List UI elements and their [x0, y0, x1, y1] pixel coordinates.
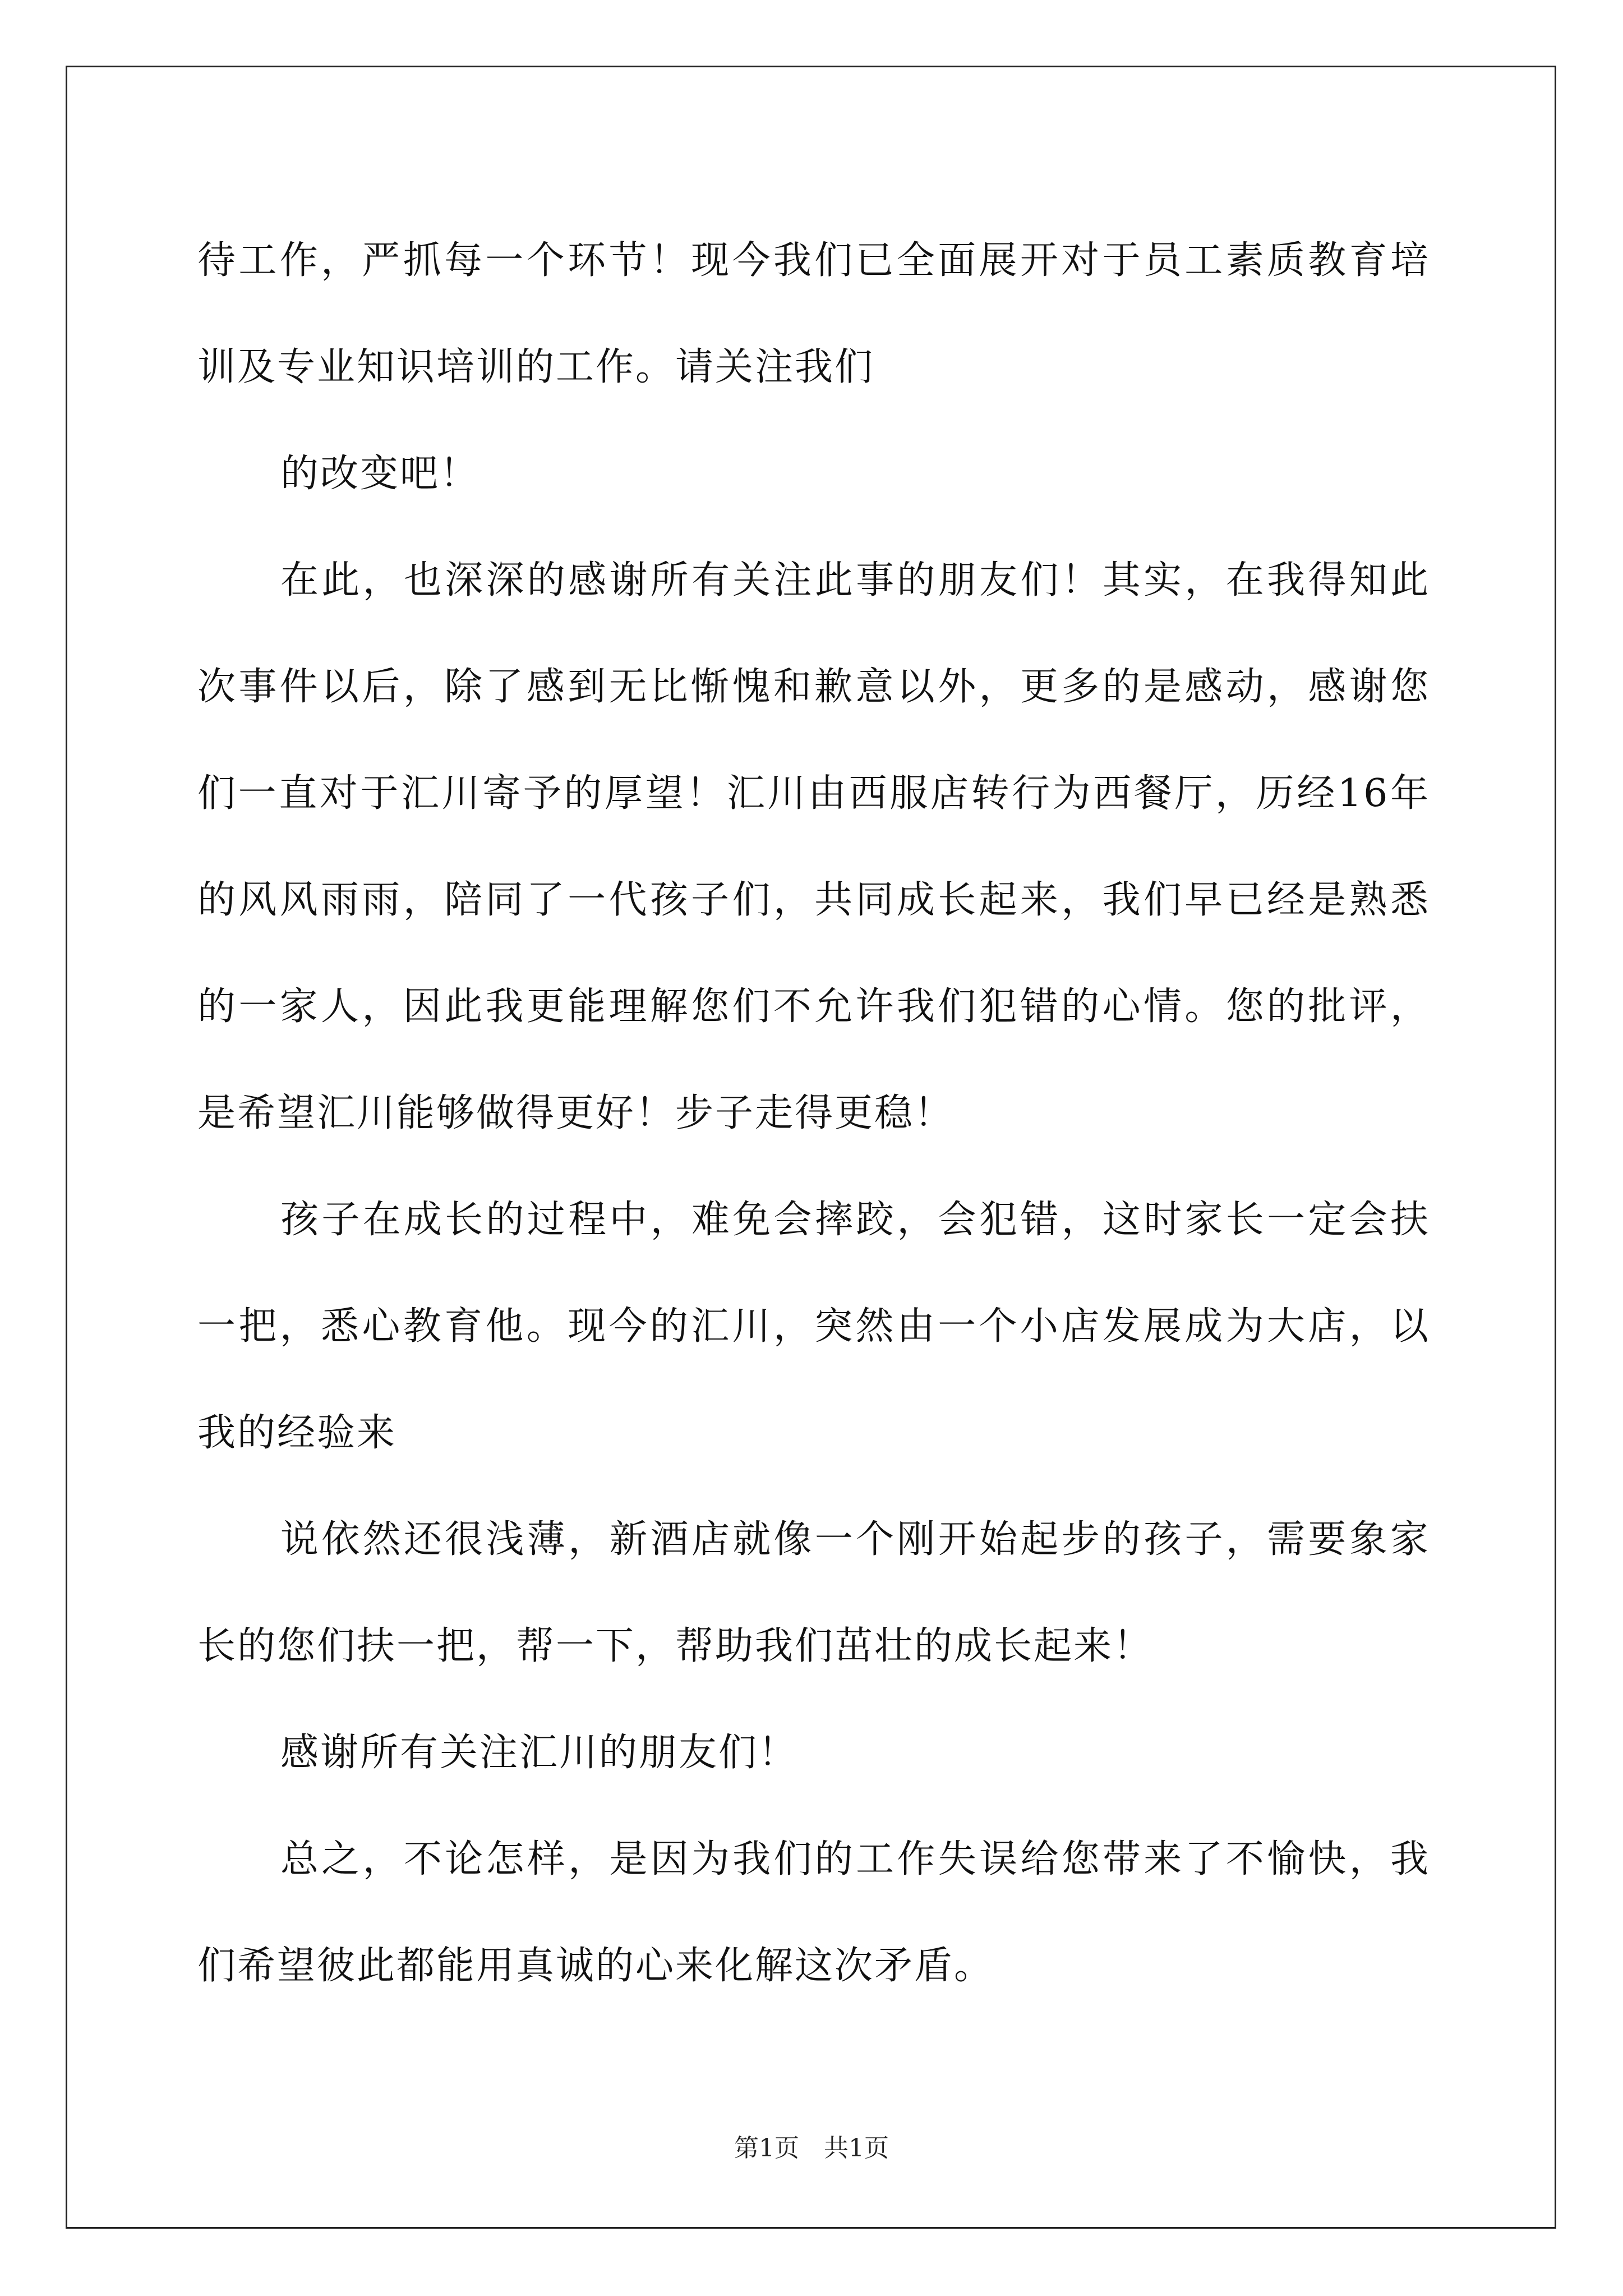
paragraph-4: 孩子在成长的过程中，难免会摔跤，会犯错，这时家长一定会扶一把，悉心教育他。现今的汇川，突然由一个小店发展成为大店，以我的经验来 — [197, 1198, 1430, 1455]
page-footer: 第1页 共1页 — [734, 2134, 889, 2162]
paragraph-5: 说依然还很浅薄，新酒店就像一个刚开始起步的孩子，需要象家长的您们扶一把，帮一下，帮助我们茁壮的成长起来！ — [197, 1517, 1430, 1668]
paragraph-1: 待工作，严抓每一个环节！现今我们已全面展开对于员工素质教育培训及专业知识培训的工作。请关注我们 — [197, 238, 1430, 389]
paragraph-6: 感谢所有关注汇川的朋友们！ — [280, 1731, 799, 1775]
paragraph-2: 的改变吧！ — [280, 452, 480, 496]
document-body — [197, 208, 1430, 2019]
paragraph-3: 在此，也深深的感谢所有关注此事的朋友们！其实，在我得知此次事件以后，除了感到无比惭愧和歉意以外，更多的是感动，感谢您们一直对于汇川寄予的厚望！汇川由西服店转行为西餐厅，历经16年的风风雨雨，陪同了一代孩子们，共同成长起来，我们早已经是熟悉的一家人，因此我更能理解您们不允许我们犯错的心情。您的批评，是希望汇川能够做得更好！步子走得更稳！ — [197, 558, 1430, 1135]
paragraph-7: 总之，不论怎样，是因为我们的工作失误给您带来了不愉快，我们希望彼此都能用真诚的心来化解这次矛盾。 — [197, 1837, 1430, 1988]
